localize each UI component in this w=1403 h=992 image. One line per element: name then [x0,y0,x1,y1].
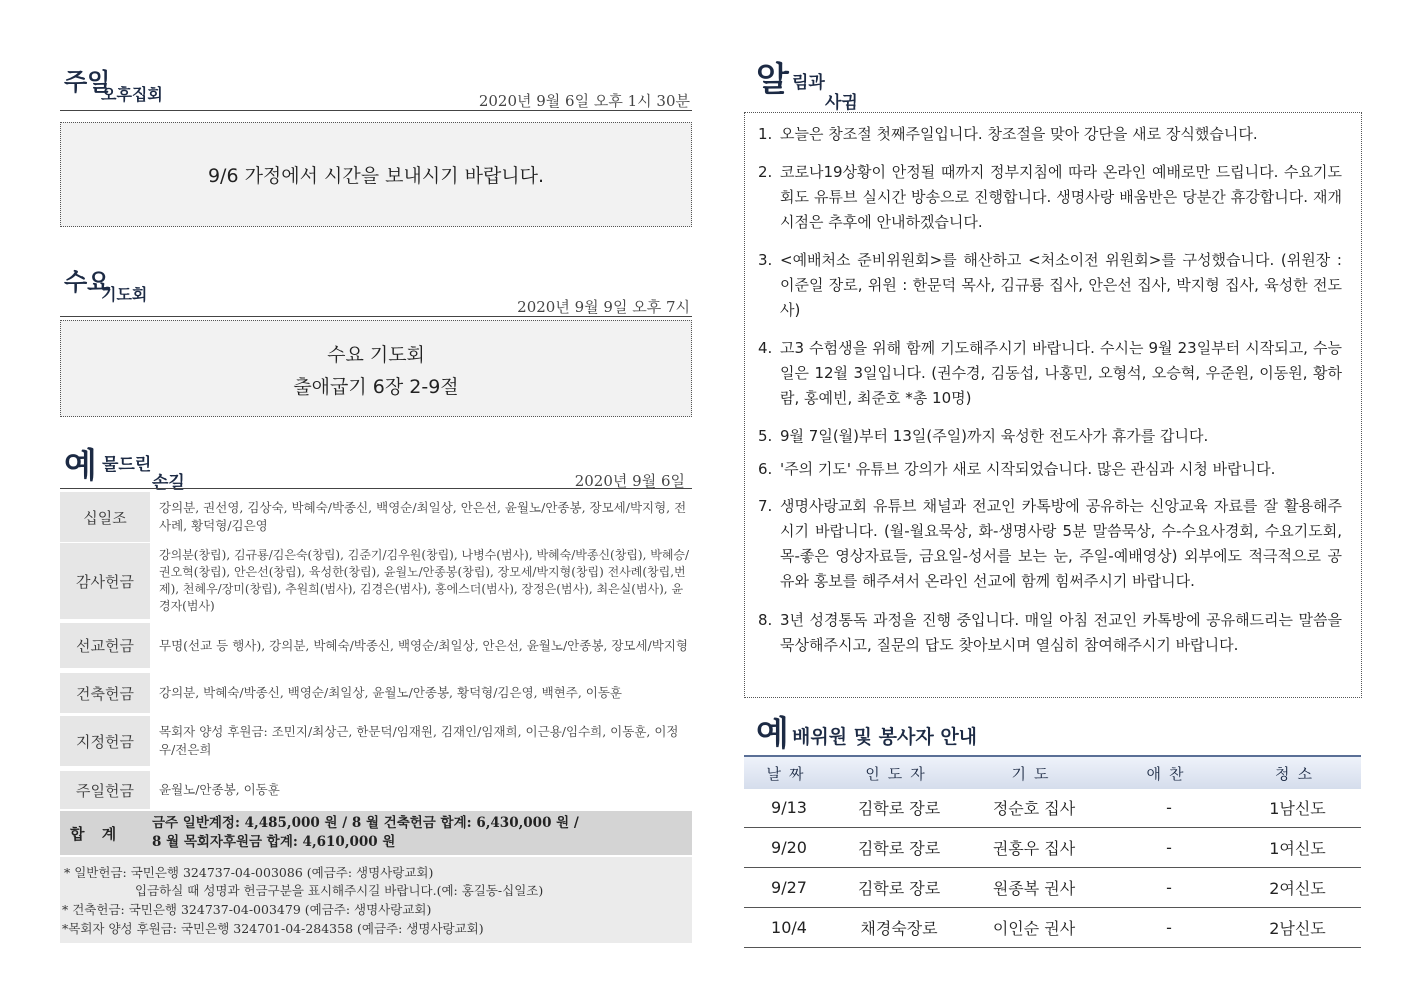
notice-number: 4. [758,339,773,357]
staff-date: 10/4 [771,918,807,937]
offering-category: 지정헌금 [60,716,150,766]
offering-title-big: 예 [64,446,97,486]
staff-cleaning: 2여신도 [1269,879,1326,898]
notice-text: 3년 성경통독 과정을 진행 중입니다. 매일 아침 전교인 카톡방에 공유해드리는 말씀을 묵상해주시고, 질문의 답도 찾아보시며 열심히 참여해주시기 바랍니다. [780,611,1342,654]
offering-category: 건축헌금 [60,673,150,713]
sunday-title-big: 주일 [64,67,111,96]
notice-text: 생명사랑교회 유튜브 채널과 전교인 카톡방에 공유하는 신앙교육 자료를 잘 활용해주시기 바랍니다. (월-월요묵상, 화-생명사랑 5분 말씀묵상, 수-수요사경회, 수요기도회, 목-좋은 영상자료들, 금요일-성서를 보는 눈, 주일-예배영상) 외부에도 적극적으로 공유와 홍보를 해주셔서 온라인 선교에 함께 힘써주시기 바랍니다. [780,497,1342,590]
divider [60,110,692,111]
staff-leader: 채경숙장로 [860,919,938,938]
notice-number: 6. [758,460,773,478]
staff-cleaning: 1남신도 [1269,799,1326,818]
offering-names: 무명(선교 등 행사), 강의분, 박혜숙/박종신, 백영순/최일상, 안은선, 윤월노/안종봉, 장모세/박지형 [159,637,689,653]
wednesday-box [60,320,692,417]
notice-item [758,608,1342,658]
notice-item [758,494,1342,594]
staff-table-header [744,755,1361,789]
offering-names: 목회자 양성 후원금: 조민지/최상근, 한문덕/임재원, 김재인/임재희, 이근용/임수희, 이동훈, 이정우/전은희 [159,724,679,757]
offering-row [60,623,692,668]
bank-accounts [60,857,692,943]
col-meal: 애찬 [1146,764,1192,783]
offering-row [60,673,692,713]
offering-title-mid: 물드린 [102,455,152,475]
staff-prayer: 정순호 집사 [992,799,1076,818]
offering-names: 윤월노/안종봉, 이동훈 [159,782,280,797]
wednesday-line1: 수요 기도회 [327,344,425,366]
notice-text: '주의 기도' 유튜브 강의가 새로 시작되었습니다. 많은 관심과 시청 바랍니다. [780,460,1276,478]
staff-row [744,908,1361,948]
notice-number: 1. [758,125,773,143]
col-leader: 인도자 [865,764,933,783]
total-label: 합 계 [70,824,123,843]
notice-number: 5. [758,427,773,445]
offering-row [60,492,692,542]
notice-item [758,336,1342,411]
staff-row [744,868,1361,908]
sunday-notice: 9/6 가정에서 시간을 보내시기 바랍니다. [207,165,545,187]
staff-row [744,828,1361,868]
notice-text: 고3 수험생을 위해 함께 기도해주시기 바랍니다. 수시는 9월 23일부터 시작되고, 수능일은 12월 3일입니다. (권수경, 김동섭, 나홍민, 오형석, 오승혁, 우준원, 이동원, 황하람, 홍예빈, 최준호 *총 10명) [780,339,1342,407]
offering-category: 십일조 [60,492,150,542]
wednesday-title-big: 수요 [64,267,111,296]
notice-item [758,424,1342,449]
offering-total [60,811,692,855]
staff-cleaning: 1여신도 [1269,839,1326,858]
notice-number: 2. [758,163,773,181]
notices-title-small: 사귐 [825,93,858,113]
staff-leader: 김학로 장로 [857,879,941,898]
staff-title-rest: 배위원 및 봉사자 안내 [792,726,978,748]
notice-item [758,248,1342,323]
staff-meal: - [1166,918,1172,937]
staff-date: 9/20 [771,838,807,857]
offering-names: 강의분, 박혜숙/박종신, 백영순/최일상, 윤월노/안종봉, 황덕형/김은영, 백현주, 이동훈 [159,685,623,700]
offering-names: 강의분, 권선영, 김상숙, 박혜숙/박종신, 백영순/최일상, 안은선, 윤월노/안종봉, 장모세/박지형, 전사례, 황덕형/김은영 [159,500,687,533]
account-pastor: *목회자 양성 후원금: 국민은행 324701-04-284358 (예금주: 생명사랑교회) [62,921,484,936]
sunday-title-small: 오후집회 [101,85,163,104]
staff-prayer: 이인순 권사 [992,919,1076,938]
notice-number: 3. [758,251,773,269]
staff-date: 9/13 [771,798,807,817]
col-prayer: 기도 [1011,764,1057,783]
notices-title-big: 알 [756,60,789,100]
staff-leader: 김학로 장로 [857,799,941,818]
total-line1: 금주 일반계정: 4,485,000 원 / 8 월 건축헌금 합계: 6,430,000 원 / [152,815,579,831]
staff-row [744,788,1361,828]
sunday-date: 2020년 9월 6일 오후 1시 30분 [478,92,690,110]
offering-title-small: 손길 [152,473,185,493]
offering-row [60,716,692,766]
notice-text: <예배처소 준비위원회>를 해산하고 <처소이전 위원회>를 구성했습니다. (위원장 : 이준일 장로, 위원 : 한문덕 목사, 김규룡 집사, 안은선 집사, 박지형 집사, 육성한 전도사) [780,251,1342,319]
account-building: * 건축헌금: 국민은행 324737-04-003479 (예금주: 생명사랑교회) [62,902,432,917]
offering-names: 강의분(창립), 김규룡/김은숙(창립), 김준기/김우원(창립), 나병수(범사), 박혜숙/박종신(창립), 박혜승/권오혁(창립), 안은선(창립), 육성한(창립), 윤월노/안종봉(창립), 장모세/박지형(창립) 전사례(창립,번제), 천혜우/장미(창립), 추원희(범사), 김경은(범사), 홍에스더(범사), 장정은(범사), 최은실(범사), 윤경자(범사) [159,548,690,613]
notice-item [758,457,1342,482]
divider [60,488,692,489]
staff-date: 9/27 [771,878,807,897]
sunday-box [60,122,692,227]
notices-title-mid: 림과 [792,73,825,93]
offering-category: 선교헌금 [60,623,150,668]
staff-prayer: 원종복 권사 [992,879,1076,898]
notice-item [758,122,1342,147]
notice-text: 오늘은 창조절 첫째주일입니다. 창조절을 맞아 강단을 새로 장식했습니다. [780,125,1258,143]
col-cleaning: 청소 [1275,764,1320,783]
notice-number: 8. [758,611,773,629]
staff-meal: - [1166,838,1172,857]
col-date: 날짜 [766,764,812,783]
offering-row [60,543,692,619]
staff-meal: - [1166,798,1172,817]
notice-text: 코로나19상황이 안정될 때까지 정부지침에 따라 온라인 예배로만 드립니다. 수요기도회도 유튜브 실시간 방송으로 진행합니다. 생명사랑 배움반은 당분간 휴강합니다. 재개 시점은 추후에 안내하겠습니다. [780,163,1342,231]
offering-date: 2020년 9월 6일 [574,472,685,490]
account-note: 입금하실 때 성명과 헌금구분을 표시해주시길 바랍니다.(예: 홍길동-십일조) [135,883,544,898]
offering-category: 감사헌금 [60,543,150,619]
notice-item [758,160,1342,235]
offering-category: 주일헌금 [60,771,150,809]
notice-number: 7. [758,497,773,515]
total-line2: 8 월 목회자후원금 합계: 4,610,000 원 [152,834,396,850]
account-general: * 일반헌금: 국민은행 324737-04-003086 (예금주: 생명사랑교회) [64,865,434,880]
wednesday-title-small: 기도회 [101,285,148,304]
divider [60,316,692,317]
staff-title-big: 예 [756,714,789,754]
notice-text: 9월 7일(월)부터 13일(주일)까지 육성한 전도사가 휴가를 갑니다. [780,427,1209,445]
wednesday-date: 2020년 9월 9일 오후 7시 [517,298,690,316]
staff-meal: - [1166,878,1172,897]
staff-prayer: 권홍우 집사 [992,839,1076,858]
wednesday-scripture: 출애굽기 6장 2-9절 [293,376,459,398]
staff-leader: 김학로 장로 [857,839,941,858]
staff-cleaning: 2남신도 [1269,919,1326,938]
offering-row [60,771,692,809]
